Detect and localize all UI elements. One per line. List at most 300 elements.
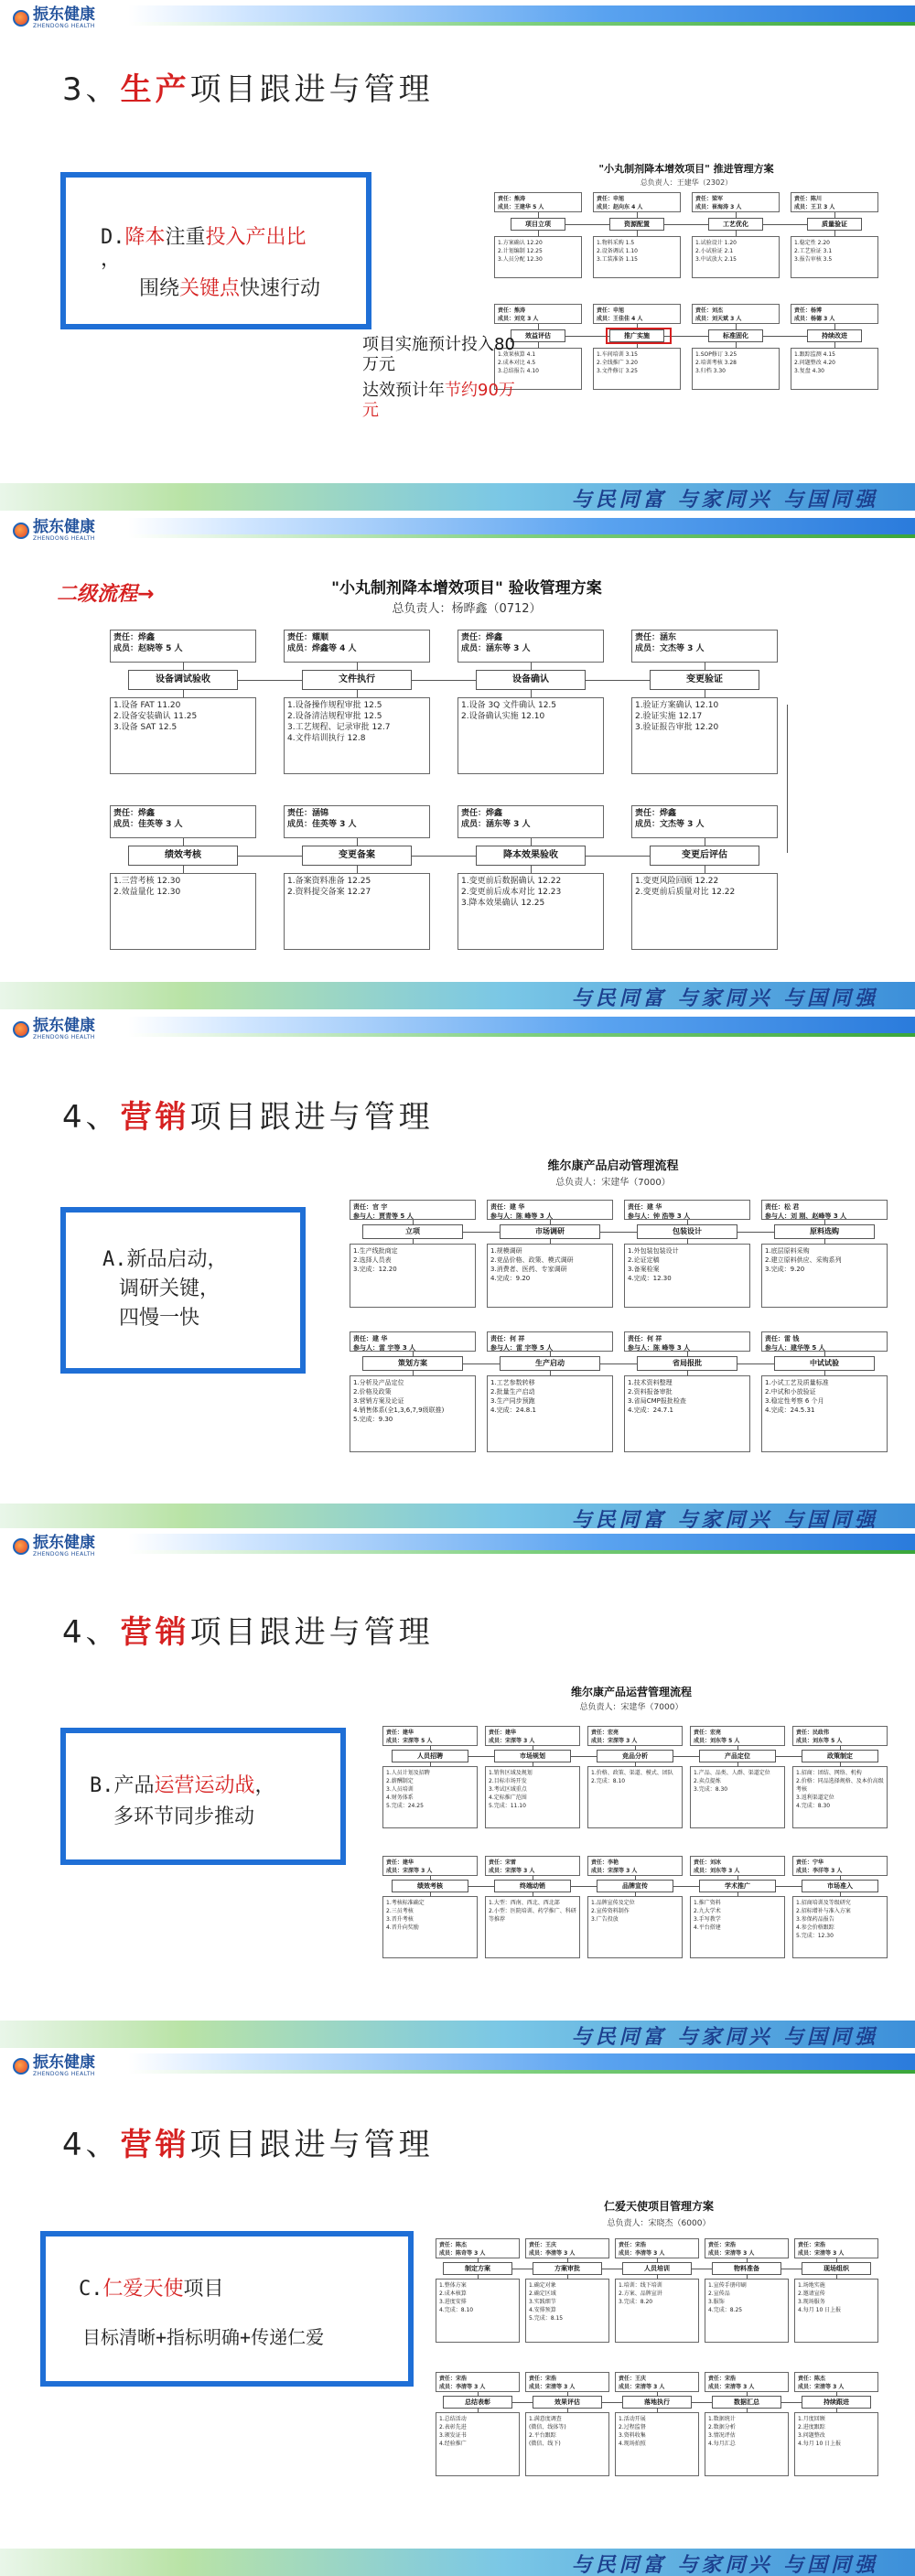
connector-line (635, 1762, 636, 1766)
owner-box (382, 1726, 478, 1746)
step-box: 人员招聘 (392, 1750, 468, 1762)
task-item: 3.手写教学 (694, 1916, 721, 1923)
owner-box (350, 1331, 476, 1352)
task-item: 4.完成：24.8.1 (490, 1407, 536, 1414)
owner-label: 责任：宋浩 (798, 2242, 826, 2248)
task-item: 2.宣传品 (708, 2290, 730, 2297)
connector-line (635, 1746, 636, 1750)
task-item: 2.平台跟踪 (529, 2432, 556, 2439)
highlight-frame (606, 328, 672, 344)
task-item: 2.计划编制 12.25 (498, 248, 543, 254)
task-list (631, 873, 778, 950)
connector-line (430, 1762, 431, 1766)
task-item: 2.资料报备审批 (628, 1388, 673, 1396)
owner-box (705, 2238, 789, 2258)
connector-line (478, 2409, 479, 2412)
task-item: 1.试验设计 1.20 (695, 240, 737, 246)
box-line: 多环节同步推动 (113, 1805, 255, 1828)
owner-label: 责任：杨博 (794, 307, 823, 314)
owner-box (792, 1726, 888, 1746)
task-item: 1.工艺参数转移 (490, 1379, 535, 1386)
slide-header (0, 1528, 915, 1565)
owner-box (690, 1726, 785, 1746)
step-box: 变更备案 (302, 846, 412, 866)
member-label: 成员：佳英等 3 人 (113, 820, 183, 829)
connector-line (183, 866, 184, 873)
step-box: 数据汇总 (712, 2396, 781, 2409)
task-item: 2.数据分析 (708, 2424, 736, 2430)
owner-box (382, 1856, 478, 1876)
task-item: 2.价格及政策 (353, 1388, 392, 1396)
step-box: 设备确认 (476, 670, 586, 690)
connector-line (463, 1363, 500, 1364)
connector-line (747, 2275, 748, 2279)
connector-line (635, 1876, 636, 1880)
task-item: 3.文件修订 3.25 (597, 368, 638, 374)
task-item: (微信、线体等) (529, 2424, 566, 2430)
connector-line (657, 2392, 658, 2396)
brand-name: 振东健康 (33, 1017, 95, 1035)
connector-line (183, 838, 184, 846)
header-stripe (128, 1534, 915, 1550)
task-list (436, 2279, 520, 2343)
slide-title: 4、营销项目跟进与管理 (62, 1614, 434, 1651)
task-item: 4.销售体系(全1,3,6,7,9级联推) (353, 1407, 445, 1414)
step-box: 现场组织 (802, 2262, 871, 2275)
step-box: 包装设计 (637, 1224, 737, 1239)
owner-box (284, 805, 430, 838)
member-label: 成员：宋深等 3 人 (489, 1868, 535, 1874)
owner-box (690, 1856, 785, 1876)
task-list (791, 236, 878, 278)
task-list (350, 1244, 476, 1308)
task-item: 1.满意度调查 (529, 2416, 562, 2422)
footer-slogan: 与民同富 与家同兴 与国同强 (571, 2026, 878, 2048)
brand-name: 振东健康 (33, 1534, 95, 1552)
connector-line (478, 2392, 479, 2396)
task-item: 4.定标推广范围 (489, 1795, 527, 1801)
member-label: 参与人：贾青等 5 人 (353, 1213, 414, 1220)
brand-name-en: ZHENDONG HEALTH (33, 2071, 95, 2077)
connector-line (747, 2258, 748, 2262)
owner-box (458, 630, 604, 663)
connector-line (781, 2402, 802, 2403)
connector-line (478, 2258, 479, 2262)
step-box: 中试试验 (774, 1356, 875, 1371)
task-item: 4.平台搭建 (694, 1924, 721, 1931)
task-item: 1.车间培训 3.15 (597, 351, 638, 358)
task-item: 2.工艺验证 3.1 (794, 248, 833, 254)
connector-line (763, 224, 807, 225)
task-item: 1.宣传手册印刷 (708, 2282, 747, 2289)
step-box: 标准固化 (708, 329, 763, 342)
task-list (525, 2279, 609, 2343)
owner-label: 责任：熊涛 (498, 307, 526, 314)
owner-label: 责任：涵锦 (287, 809, 329, 818)
task-item: 3.生产同步预跑 (490, 1397, 535, 1405)
connector-line (413, 1352, 414, 1356)
task-item: 2.设备调试 1.10 (597, 248, 638, 254)
connector-line (840, 1762, 841, 1766)
slide-title: 4、营销项目跟进与管理 (62, 1099, 434, 1136)
footer-slogan: 与民同富 与家同兴 与国同强 (571, 1509, 878, 1528)
header-stripe-green (128, 22, 915, 26)
task-item: 1.品牌宣传及定位 (591, 1900, 635, 1906)
connector-line (834, 324, 835, 329)
header-stripe (128, 5, 915, 22)
brand-name-en: ZHENDONG HEALTH (33, 1551, 95, 1557)
task-item: 3.完成：8.30 (694, 1786, 728, 1793)
step-box: 市场调研 (500, 1224, 600, 1239)
owner-label: 责任：王庆 (529, 2242, 557, 2248)
task-item: 1.推广资料 (694, 1900, 721, 1906)
connector-line (836, 2392, 837, 2396)
member-label: 成员：李洋等 3 人 (796, 1868, 843, 1874)
connector-line (737, 1232, 774, 1233)
task-list (615, 2412, 699, 2476)
task-item: 3.备案检案 (628, 1266, 660, 1273)
header-stripe-green (128, 534, 915, 538)
task-item: 1.生产线批商定 (353, 1247, 398, 1255)
task-item: 3.考试区域重点 (489, 1786, 527, 1793)
task-list (615, 2279, 699, 2343)
member-label: 成员：涵东等 3 人 (461, 820, 531, 829)
step-box: 绩效考核 (128, 846, 238, 866)
connector-line (736, 342, 737, 348)
task-list (382, 1896, 478, 1958)
connector-line (657, 2275, 658, 2279)
task-item: 2.过程监督 (619, 2424, 646, 2430)
connector-line (776, 1886, 802, 1887)
connector-line (687, 1371, 688, 1375)
task-list (382, 1766, 478, 1828)
header-stripe (128, 2053, 915, 2070)
member-label: 成员：杨德 3 人 (794, 316, 835, 322)
step-box: 文件执行 (302, 670, 412, 690)
chart-title: 维尔康产品运营管理流程 (570, 1686, 692, 1698)
member-label: 成员：宋清等 3 人 (708, 2250, 755, 2257)
task-item: 1.变更风险回顾 12.22 (635, 877, 719, 886)
task-list (690, 1766, 785, 1828)
connector-line (834, 231, 835, 236)
owner-label: 责任：烨鑫 (113, 633, 156, 642)
owner-box (692, 304, 780, 324)
owner-box (436, 2372, 520, 2392)
owner-label: 责任：官 宇 (353, 1203, 388, 1211)
step-box: 方案审批 (533, 2262, 602, 2275)
task-item: 3.服饰 (708, 2299, 725, 2305)
connector-line (567, 2258, 568, 2262)
connector-line (840, 1892, 841, 1896)
owner-box (791, 192, 878, 212)
slide-production-2 (0, 512, 915, 1011)
task-item: 2.卖点提炼 (694, 1778, 721, 1784)
slide-title: 4、营销项目跟进与管理 (62, 2127, 434, 2163)
task-list (624, 1244, 750, 1308)
box-line: 调研关键， (119, 1277, 221, 1300)
owner-label: 责任：建华 (489, 1730, 517, 1736)
task-item: 3.消费者、医药、专家调研 (490, 1266, 567, 1273)
connector-line (586, 680, 650, 681)
task-item: 1.备案资料准备 12.25 (287, 877, 371, 886)
task-item: 2.宣传资料制作 (591, 1908, 630, 1914)
connector-line (657, 2409, 658, 2412)
step-box: 立项 (362, 1224, 463, 1239)
member-label: 成员：文杰等 3 人 (635, 644, 705, 653)
owner-box (615, 2238, 699, 2258)
owner-box (791, 304, 878, 324)
connector-line (600, 1363, 637, 1364)
task-item: 1.大型：西南、西北、西北部 (489, 1900, 560, 1906)
task-item: 1.SOP修订 3.25 (695, 351, 737, 358)
task-list (791, 348, 878, 390)
owner-box (487, 1331, 613, 1352)
slide-header (0, 512, 915, 549)
member-label: 成员：宋清等 3 人 (708, 2384, 755, 2390)
task-item: 2.价格：同品选择规格、及本价高级考核 (796, 1778, 884, 1793)
member-label: 成员：宋清等 3 人 (619, 2384, 665, 2390)
connector-line (763, 336, 807, 337)
connector-line (565, 224, 609, 225)
owner-box (792, 1856, 888, 1876)
step-box: 品牌宣传 (597, 1880, 673, 1892)
connector-line (531, 690, 532, 697)
task-item: 2.招标增补与准入方案 (796, 1908, 851, 1914)
connector-line (737, 1892, 738, 1896)
connector-line (664, 224, 708, 225)
connector-line (538, 324, 539, 329)
task-item: 2.薪酬制定 (386, 1778, 414, 1784)
step-box: 策划方案 (362, 1356, 463, 1371)
owner-label: 责任：烨鑫 (461, 633, 503, 642)
task-item: 2.九大学术 (694, 1908, 721, 1914)
connector-line (550, 1352, 551, 1356)
task-item: 1.培训：线下培训 (619, 2282, 662, 2289)
connector-line (571, 1886, 597, 1887)
member-label: 参与人：陈 峰等 3 人 (490, 1213, 554, 1220)
task-item: 1.总结活动 (439, 2416, 467, 2422)
owner-box (485, 1726, 580, 1746)
task-list (692, 236, 780, 278)
footer-band (0, 483, 915, 511)
owner-label: 责任：陈杰 (798, 2376, 826, 2382)
owner-label: 责任：何 祥 (628, 1335, 662, 1342)
connector-line (571, 1756, 597, 1757)
task-item: 1.活动开展 (619, 2416, 646, 2422)
task-list (284, 873, 430, 950)
owner-label: 责任：何 祥 (490, 1335, 525, 1342)
member-label: 成员：宋深等 3 人 (591, 1738, 638, 1744)
owner-box (692, 192, 780, 212)
task-item: 5.完成：24.25 (386, 1803, 424, 1809)
member-label: 成员：刘天斌 3 人 (695, 316, 742, 322)
logo-icon (13, 1538, 29, 1555)
member-label: 成员：宋清等 3 人 (798, 2250, 845, 2257)
step-box: 资源配置 (609, 218, 664, 231)
task-item: 1.验证方案确认 12.10 (635, 701, 719, 710)
owner-label: 责任：建华 (386, 1859, 414, 1866)
highlight-box (60, 1207, 306, 1374)
connector-line (673, 1756, 699, 1757)
owner-box (794, 2238, 878, 2258)
connector-line (565, 336, 609, 337)
member-label: 参与人：建华等 5 人 (765, 1344, 825, 1352)
task-item: 3.广告投放 (591, 1916, 619, 1923)
member-label: 成员：宋深等 5 人 (386, 1738, 433, 1744)
task-item: 1.小试工艺及质量标准 (765, 1379, 829, 1386)
member-label: 成员：陈奇等 3 人 (439, 2250, 486, 2257)
step-box: 人员培训 (622, 2262, 692, 2275)
connector-line (737, 1876, 738, 1880)
owner-label: 责任：宋浩 (439, 2376, 468, 2382)
task-item: 1.招商培训及等级研究 (796, 1900, 851, 1906)
task-item: 3.颁发证书 (439, 2432, 467, 2439)
owner-box (494, 192, 582, 212)
connector-line (834, 212, 835, 218)
connector-line (824, 1220, 825, 1224)
brand-name-en: ZHENDONG HEALTH (33, 1034, 95, 1040)
task-item: 1.跟踪监测 4.15 (794, 351, 835, 358)
owner-box (587, 1856, 683, 1876)
task-item: 4.晋升向奖励 (386, 1924, 419, 1931)
connector-line (737, 1363, 774, 1364)
task-item: 1.月度回顾 (798, 2416, 825, 2422)
task-item: 3.验证报告审批 12.20 (635, 723, 719, 732)
task-item: 2.完成：8.10 (591, 1778, 626, 1784)
owner-box (593, 192, 681, 212)
task-item: 1.销售区域及规划 (489, 1770, 533, 1776)
owner-box (436, 2238, 520, 2258)
chart-subtitle: 总负责人：王建华（2302） (640, 178, 733, 187)
connector-line (737, 1762, 738, 1766)
task-list (761, 1244, 888, 1308)
footer-band (0, 2021, 915, 2048)
owner-label: 责任：宋浩 (708, 2376, 737, 2382)
step-box: 落地执行 (622, 2396, 692, 2409)
task-item: 3.完成：12.20 (353, 1266, 397, 1273)
task-item: 2.验证实施 12.17 (635, 712, 703, 721)
task-item: 2.变更前后成本对比 12.23 (461, 888, 562, 897)
task-item: 1.效果核算 4.1 (498, 351, 536, 358)
task-item: 4.每月 10 日上报 (798, 2441, 842, 2447)
task-item: 1.确定对象 (529, 2282, 556, 2289)
connector-line (413, 1239, 414, 1244)
member-label: 成员：李清等 3 人 (619, 2250, 665, 2257)
member-label: 成员：宋深等 3 人 (489, 1738, 535, 1744)
member-label: 成员：赵向东 4 人 (597, 204, 643, 210)
slide-marketing-1 (0, 1011, 915, 1528)
connector-line (637, 231, 638, 236)
step-box: 生产启动 (500, 1356, 600, 1371)
member-label: 参与人：钟 浩等 3 人 (628, 1213, 691, 1220)
owner-label: 责任：宏亮 (694, 1730, 722, 1736)
step-box: 变更后评估 (650, 846, 759, 866)
task-item: 3.复盘 4.30 (794, 368, 824, 374)
task-item: 1.场地实施 (798, 2282, 825, 2289)
slide-header (0, 2048, 915, 2085)
task-list (525, 2412, 609, 2476)
connector-line (836, 2275, 837, 2279)
chart-title: "小丸制剂降本增效项目" 推进管理方案 (598, 163, 774, 175)
task-item: 2.效益量化 12.30 (113, 888, 181, 897)
header-stripe (128, 1017, 915, 1033)
owner-label: 责任：建 华 (628, 1203, 662, 1211)
connector-line (836, 2258, 837, 2262)
brand-logo (13, 1533, 123, 1560)
task-item: 3.晋升考核 (386, 1916, 414, 1923)
task-item: 2.培训考核 3.28 (695, 360, 737, 366)
step-box: 市场准入 (802, 1880, 878, 1892)
task-list (494, 236, 582, 278)
member-label: 成员：刘东等 5 人 (694, 1738, 740, 1744)
step-box: 竞品分析 (597, 1750, 673, 1762)
step-box: 持续跟进 (802, 2396, 871, 2409)
flow-label: 二级流程→ (57, 583, 155, 606)
connector-line (824, 1239, 825, 1244)
owner-label: 责任：烨鑫 (635, 809, 677, 818)
investment-note: 项目实施预计投入80万元 (362, 335, 515, 374)
owner-label: 责任：宁华 (796, 1859, 824, 1866)
owner-label: 责任：耀顺 (287, 633, 329, 642)
header-stripe (128, 518, 915, 534)
task-item: 3.完成：8.20 (619, 2299, 653, 2305)
slide-marketing-2 (0, 1528, 915, 2048)
brand-name: 振东健康 (33, 518, 95, 536)
task-item: 4.文件培训执行 12.8 (287, 734, 366, 743)
connector-line (468, 1886, 494, 1887)
owner-box (631, 805, 778, 838)
task-item: 1.人员计划及招聘 (386, 1770, 430, 1776)
member-label: 成员：赵晓等 5 人 (113, 644, 183, 653)
owner-box (624, 1331, 750, 1352)
task-item: 2.进度跟踪 (798, 2424, 825, 2430)
slide-header (0, 0, 915, 37)
box-line: 四慢一快 (119, 1307, 200, 1330)
member-label: 成员：烨鑫等 4 人 (287, 644, 357, 653)
connector-line (824, 1371, 825, 1375)
owner-label: 责任：刘冰 (694, 1859, 722, 1866)
task-item: 2.全线推广 3.20 (597, 360, 638, 366)
step-box: 终端动销 (494, 1880, 571, 1892)
task-item: 1.考核标准确定 (386, 1900, 425, 1906)
connector-line (238, 856, 302, 857)
task-item: 3.人员培训 (386, 1786, 414, 1793)
connector-line (550, 1239, 551, 1244)
task-item: 2.方案、品牌宣讲 (619, 2290, 662, 2297)
step-box: 省局报批 (637, 1356, 737, 1371)
task-item: 1.变更前后数据确认 12.22 (461, 877, 562, 886)
chart-subtitle: 总负责人：宋建华（7000） (579, 1703, 684, 1712)
member-label: 参与人：陈 峰等 3 人 (628, 1344, 691, 1352)
task-item: 2.竞品价格、政策、模式调研 (490, 1256, 574, 1264)
task-item: 3.报告审核 3.5 (794, 256, 833, 263)
connector-line (512, 2402, 533, 2403)
owner-label: 责任：陈川 (794, 196, 823, 202)
brand-logo (13, 2053, 123, 2080)
member-label: 成员：王卫 3 人 (794, 204, 835, 210)
task-item: 2.设备安装确认 11.25 (113, 712, 198, 721)
task-list (284, 697, 430, 774)
task-item: 2.成本对比 4.5 (498, 360, 536, 366)
task-item: 4.完成：24.5.31 (765, 1407, 815, 1414)
connector-line (747, 2409, 748, 2412)
connector-line (550, 1371, 551, 1375)
task-item: 2.论证定稿 (628, 1256, 660, 1264)
task-item: 1.规模调研 (490, 1247, 522, 1255)
owner-label: 责任：建华 (386, 1730, 414, 1736)
task-item: 1.方案确认 12.20 (498, 240, 543, 246)
header-stripe-green (128, 2070, 915, 2074)
